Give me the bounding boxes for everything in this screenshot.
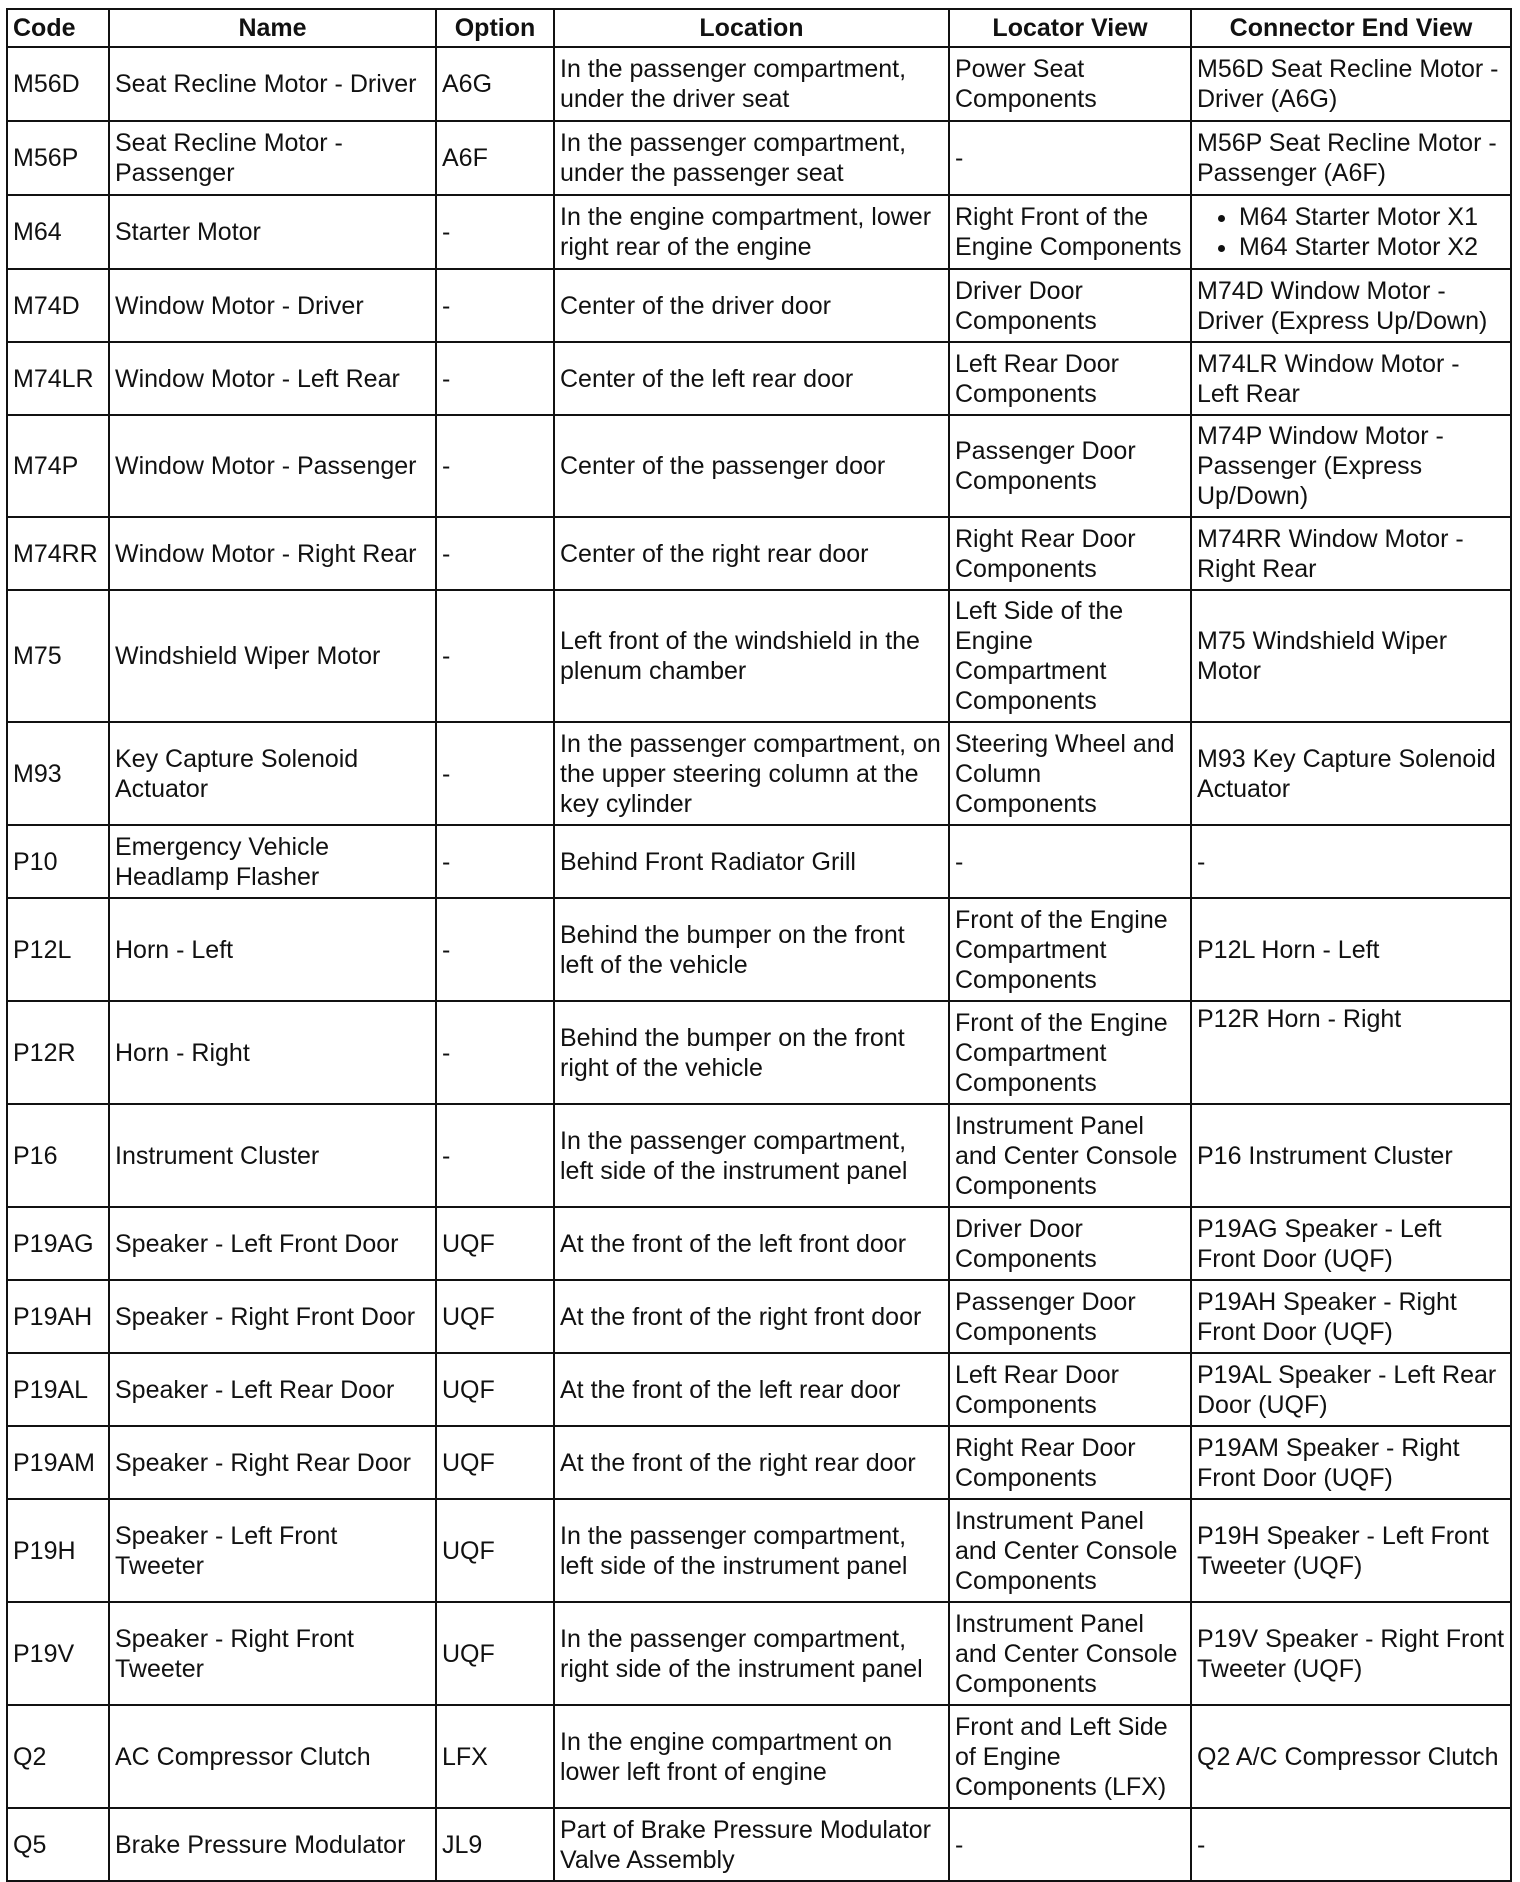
name-cell: Emergency Vehicle Headlamp Flasher bbox=[109, 825, 436, 898]
location-cell: Center of the driver door bbox=[554, 269, 949, 342]
code-cell: M56P bbox=[7, 121, 109, 195]
location-cell: At the front of the right front door bbox=[554, 1280, 949, 1353]
header-locator-view: Locator View bbox=[949, 9, 1191, 47]
table-row bbox=[7, 121, 1511, 195]
header-name: Name bbox=[109, 9, 436, 47]
table-row bbox=[7, 1602, 1511, 1705]
table-row bbox=[7, 722, 1511, 825]
connector-end-view-cell: P12L Horn - Left bbox=[1191, 898, 1511, 1001]
locator-view-cell: Right Rear Door Components bbox=[949, 1426, 1191, 1499]
connector-end-view-cell: - bbox=[1191, 1808, 1511, 1881]
locator-view-cell: Passenger Door Components bbox=[949, 415, 1191, 517]
table-row bbox=[7, 1808, 1511, 1881]
option-cell: UQF bbox=[436, 1426, 554, 1499]
option-cell: - bbox=[436, 825, 554, 898]
connector-end-view-cell: - bbox=[1191, 825, 1511, 898]
option-cell: UQF bbox=[436, 1602, 554, 1705]
code-cell: P16 bbox=[7, 1104, 109, 1207]
locator-view-cell: Left Rear Door Components bbox=[949, 1353, 1191, 1426]
option-cell: A6G bbox=[436, 47, 554, 121]
option-cell: - bbox=[436, 195, 554, 269]
connector-end-view-cell: P19AM Speaker - Right Front Door (UQF) bbox=[1191, 1426, 1511, 1499]
option-cell: - bbox=[436, 1104, 554, 1207]
option-cell: - bbox=[436, 1001, 554, 1104]
name-cell: Window Motor - Right Rear bbox=[109, 517, 436, 590]
name-cell: Window Motor - Passenger bbox=[109, 415, 436, 517]
location-cell: Behind the bumper on the front right of the vehicle bbox=[554, 1001, 949, 1104]
location-cell: In the engine compartment on lower left front of engine bbox=[554, 1705, 949, 1808]
name-cell: Speaker - Right Front Door bbox=[109, 1280, 436, 1353]
option-cell: - bbox=[436, 898, 554, 1001]
option-cell: - bbox=[436, 722, 554, 825]
name-cell: Speaker - Right Rear Door bbox=[109, 1426, 436, 1499]
option-cell: - bbox=[436, 415, 554, 517]
option-cell: UQF bbox=[436, 1353, 554, 1426]
table-row bbox=[7, 415, 1511, 517]
table-row bbox=[7, 269, 1511, 342]
location-cell: In the passenger compartment, under the driver seat bbox=[554, 47, 949, 121]
connector-end-view-cell: M93 Key Capture Solenoid Actuator bbox=[1191, 722, 1511, 825]
connector-end-view-cell: Q2 A/C Compressor Clutch bbox=[1191, 1705, 1511, 1808]
location-cell: Left front of the windshield in the plenum chamber bbox=[554, 590, 949, 722]
locator-view-cell: Driver Door Components bbox=[949, 1207, 1191, 1280]
code-cell: P19AL bbox=[7, 1353, 109, 1426]
locator-view-cell: Front of the Engine Compartment Components bbox=[949, 1001, 1191, 1104]
connector-end-view-cell: P19AG Speaker - Left Front Door (UQF) bbox=[1191, 1207, 1511, 1280]
location-cell: Behind Front Radiator Grill bbox=[554, 825, 949, 898]
location-cell: In the engine compartment, lower right rear of the engine bbox=[554, 195, 949, 269]
header-code: Code bbox=[7, 9, 109, 47]
locator-view-cell: Instrument Panel and Center Console Components bbox=[949, 1499, 1191, 1602]
table-row bbox=[7, 342, 1511, 415]
location-cell: Center of the passenger door bbox=[554, 415, 949, 517]
location-cell: In the passenger compartment, left side of the instrument panel bbox=[554, 1104, 949, 1207]
name-cell: Starter Motor bbox=[109, 195, 436, 269]
locator-view-cell: Instrument Panel and Center Console Components bbox=[949, 1602, 1191, 1705]
connector-end-view-cell: P16 Instrument Cluster bbox=[1191, 1104, 1511, 1207]
locator-view-cell: - bbox=[949, 121, 1191, 195]
option-cell: - bbox=[436, 590, 554, 722]
table-row bbox=[7, 1001, 1511, 1104]
code-cell: P10 bbox=[7, 825, 109, 898]
code-cell: M74RR bbox=[7, 517, 109, 590]
name-cell: Speaker - Left Front Door bbox=[109, 1207, 436, 1280]
name-cell: AC Compressor Clutch bbox=[109, 1705, 436, 1808]
code-cell: M56D bbox=[7, 47, 109, 121]
locator-view-cell: Passenger Door Components bbox=[949, 1280, 1191, 1353]
code-cell: M74LR bbox=[7, 342, 109, 415]
connector-end-view-cell: M56D Seat Recline Motor - Driver (A6G) bbox=[1191, 47, 1511, 121]
name-cell: Speaker - Left Front Tweeter bbox=[109, 1499, 436, 1602]
code-cell: P12L bbox=[7, 898, 109, 1001]
table-row bbox=[7, 517, 1511, 590]
option-cell: - bbox=[436, 342, 554, 415]
code-cell: M74D bbox=[7, 269, 109, 342]
name-cell: Windshield Wiper Motor bbox=[109, 590, 436, 722]
table-row bbox=[7, 195, 1511, 269]
header-row bbox=[7, 9, 1511, 47]
option-cell: UQF bbox=[436, 1280, 554, 1353]
code-cell: Q5 bbox=[7, 1808, 109, 1881]
table-row bbox=[7, 1104, 1511, 1207]
code-cell: P12R bbox=[7, 1001, 109, 1104]
component-locator-table bbox=[6, 8, 1512, 1882]
connector-end-view-cell: P12R Horn - Right bbox=[1191, 1001, 1511, 1104]
connector-list-item: • M64 Starter Motor X2 bbox=[1239, 232, 1505, 262]
location-cell: At the front of the left front door bbox=[554, 1207, 949, 1280]
connector-end-view-cell: P19H Speaker - Left Front Tweeter (UQF) bbox=[1191, 1499, 1511, 1602]
table-body bbox=[7, 47, 1511, 1881]
header-option: Option bbox=[436, 9, 554, 47]
locator-view-cell: Right Rear Door Components bbox=[949, 517, 1191, 590]
option-cell: - bbox=[436, 269, 554, 342]
table-row bbox=[7, 825, 1511, 898]
location-cell: Behind the bumper on the front left of the vehicle bbox=[554, 898, 949, 1001]
code-cell: M75 bbox=[7, 590, 109, 722]
locator-view-cell: Front of the Engine Compartment Components bbox=[949, 898, 1191, 1001]
name-cell: Speaker - Right Front Tweeter bbox=[109, 1602, 436, 1705]
code-cell: Q2 bbox=[7, 1705, 109, 1808]
option-cell: LFX bbox=[436, 1705, 554, 1808]
table-row bbox=[7, 1499, 1511, 1602]
table-row bbox=[7, 590, 1511, 722]
locator-view-cell: Right Front of the Engine Components bbox=[949, 195, 1191, 269]
locator-view-cell: Left Rear Door Components bbox=[949, 342, 1191, 415]
name-cell: Window Motor - Left Rear bbox=[109, 342, 436, 415]
name-cell: Window Motor - Driver bbox=[109, 269, 436, 342]
location-cell: Part of Brake Pressure Modulator Valve Assembly bbox=[554, 1808, 949, 1881]
location-cell: At the front of the left rear door bbox=[554, 1353, 949, 1426]
code-cell: M93 bbox=[7, 722, 109, 825]
name-cell: Seat Recline Motor - Passenger bbox=[109, 121, 436, 195]
name-cell: Seat Recline Motor - Driver bbox=[109, 47, 436, 121]
connector-end-view-cell: M75 Windshield Wiper Motor bbox=[1191, 590, 1511, 722]
locator-view-cell: Front and Left Side of Engine Components (LFX) bbox=[949, 1705, 1191, 1808]
locator-view-cell: - bbox=[949, 825, 1191, 898]
name-cell: Speaker - Left Rear Door bbox=[109, 1353, 436, 1426]
code-cell: P19H bbox=[7, 1499, 109, 1602]
locator-view-cell: Steering Wheel and Column Components bbox=[949, 722, 1191, 825]
connector-list bbox=[1197, 202, 1505, 262]
table-row bbox=[7, 1426, 1511, 1499]
connector-list-item: • M64 Starter Motor X1 bbox=[1239, 202, 1505, 232]
connector-end-view-cell: M74P Window Motor - Passenger (Express Up/Down) bbox=[1191, 415, 1511, 517]
location-cell: At the front of the right rear door bbox=[554, 1426, 949, 1499]
name-cell: Instrument Cluster bbox=[109, 1104, 436, 1207]
name-cell: Brake Pressure Modulator bbox=[109, 1808, 436, 1881]
code-cell: M74P bbox=[7, 415, 109, 517]
location-cell: In the passenger compartment, left side of the instrument panel bbox=[554, 1499, 949, 1602]
code-cell: M64 bbox=[7, 195, 109, 269]
option-cell: - bbox=[436, 517, 554, 590]
location-cell: In the passenger compartment, right side of the instrument panel bbox=[554, 1602, 949, 1705]
location-cell: Center of the right rear door bbox=[554, 517, 949, 590]
option-cell: UQF bbox=[436, 1207, 554, 1280]
code-cell: P19AG bbox=[7, 1207, 109, 1280]
location-cell: In the passenger compartment, on the upper steering column at the key cylinder bbox=[554, 722, 949, 825]
code-cell: P19AH bbox=[7, 1280, 109, 1353]
table-row bbox=[7, 1207, 1511, 1280]
connector-end-view-cell: P19AL Speaker - Left Rear Door (UQF) bbox=[1191, 1353, 1511, 1426]
locator-view-cell: Left Side of the Engine Compartment Components bbox=[949, 590, 1191, 722]
connector-end-view-cell: P19V Speaker - Right Front Tweeter (UQF) bbox=[1191, 1602, 1511, 1705]
name-cell: Horn - Right bbox=[109, 1001, 436, 1104]
connector-end-view-cell: M74D Window Motor - Driver (Express Up/Down) bbox=[1191, 269, 1511, 342]
name-cell: Horn - Left bbox=[109, 898, 436, 1001]
location-cell: Center of the left rear door bbox=[554, 342, 949, 415]
connector-end-view-cell: M56P Seat Recline Motor - Passenger (A6F) bbox=[1191, 121, 1511, 195]
locator-view-cell: - bbox=[949, 1808, 1191, 1881]
locator-view-cell: Driver Door Components bbox=[949, 269, 1191, 342]
locator-view-cell: Power Seat Components bbox=[949, 47, 1191, 121]
connector-end-view-cell: M74LR Window Motor - Left Rear bbox=[1191, 342, 1511, 415]
name-cell: Key Capture Solenoid Actuator bbox=[109, 722, 436, 825]
header-connector-end-view: Connector End View bbox=[1191, 9, 1511, 47]
locator-view-cell: Instrument Panel and Center Console Components bbox=[949, 1104, 1191, 1207]
table-row bbox=[7, 47, 1511, 121]
table-header bbox=[7, 9, 1511, 47]
connector-end-view-cell: P19AH Speaker - Right Front Door (UQF) bbox=[1191, 1280, 1511, 1353]
table-row bbox=[7, 1705, 1511, 1808]
option-cell: JL9 bbox=[436, 1808, 554, 1881]
table-row bbox=[7, 898, 1511, 1001]
option-cell: UQF bbox=[436, 1499, 554, 1602]
option-cell: A6F bbox=[436, 121, 554, 195]
code-cell: P19V bbox=[7, 1602, 109, 1705]
component-table-page bbox=[6, 8, 1512, 1882]
header-location: Location bbox=[554, 9, 949, 47]
code-cell: P19AM bbox=[7, 1426, 109, 1499]
connector-end-view-cell: M74RR Window Motor - Right Rear bbox=[1191, 517, 1511, 590]
table-row bbox=[7, 1280, 1511, 1353]
location-cell: In the passenger compartment, under the passenger seat bbox=[554, 121, 949, 195]
connector-end-view-cell bbox=[1191, 195, 1511, 269]
table-row bbox=[7, 1353, 1511, 1426]
